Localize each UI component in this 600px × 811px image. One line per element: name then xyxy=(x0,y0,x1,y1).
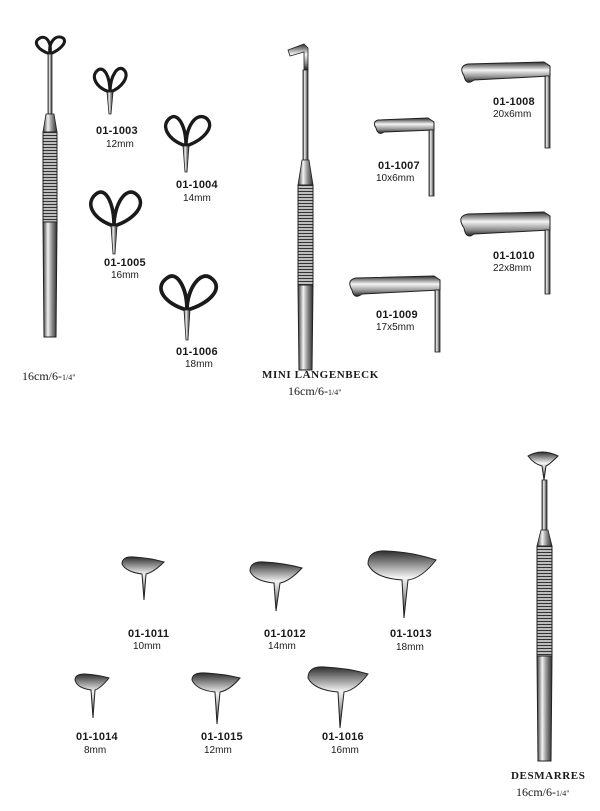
item-code: 01-1009 xyxy=(376,309,418,321)
langenbeck-handle-illustration xyxy=(286,40,326,375)
desmarres-handle-illustration xyxy=(524,446,564,766)
langenbeck-blade-01-1007-illustration xyxy=(370,114,440,199)
item-code: 01-1008 xyxy=(493,96,535,108)
size-main: 16cm/6- xyxy=(288,384,328,398)
wire-loop-01-1006-illustration xyxy=(153,270,225,342)
item-size: 18mm xyxy=(185,359,213,370)
item-size: 8mm xyxy=(84,745,107,756)
item-code: 01-1012 xyxy=(264,628,306,640)
wire-loop-01-1005-illustration xyxy=(84,186,148,256)
item-size: 10mm xyxy=(133,641,161,652)
desmarres-blade-01-1011-illustration xyxy=(120,554,168,604)
size-fraction: 1/4" xyxy=(328,388,342,397)
size-fraction: 1/4" xyxy=(556,789,570,798)
item-code: 01-1003 xyxy=(96,125,138,137)
langenbeck-title: MINI LANGENBECK xyxy=(262,369,379,381)
item-code: 01-1016 xyxy=(322,731,364,743)
item-code: 01-1007 xyxy=(378,160,420,172)
desmarres-handle-size xyxy=(516,785,570,800)
size-fraction: 1/4" xyxy=(62,373,76,382)
item-code: 01-1010 xyxy=(493,250,535,262)
item-code: 01-1013 xyxy=(390,628,432,640)
desmarres-blade-01-1013-illustration xyxy=(366,548,440,620)
item-size: 14mm xyxy=(183,193,211,204)
wire-loop-01-1003-illustration xyxy=(90,62,130,117)
item-size: 16mm xyxy=(111,270,139,281)
size-main: 16cm/6- xyxy=(516,785,556,799)
item-size: 10x6mm xyxy=(376,173,415,184)
item-code: 01-1004 xyxy=(176,179,218,191)
item-code: 01-1014 xyxy=(76,731,118,743)
langenbeck-handle-size xyxy=(288,384,342,399)
desmarres-blade-01-1016-illustration xyxy=(306,664,372,732)
item-size: 12mm xyxy=(106,139,134,150)
wire-loop-01-1004-illustration xyxy=(160,110,216,175)
desmarres-blade-01-1015-illustration xyxy=(190,670,244,728)
item-size: 17x5mm xyxy=(376,322,415,333)
desmarres-title: DESMARRES xyxy=(511,770,586,782)
item-size: 18mm xyxy=(396,642,424,653)
item-size: 16mm xyxy=(331,745,359,756)
wire-retractor-handle-illustration xyxy=(30,32,70,352)
item-size: 20x6mm xyxy=(493,109,532,120)
item-code: 01-1005 xyxy=(104,257,146,269)
item-size: 14mm xyxy=(268,641,296,652)
item-code: 01-1011 xyxy=(128,628,170,640)
wire-retractor-handle-size xyxy=(22,369,76,384)
desmarres-blade-01-1014-illustration xyxy=(73,672,113,722)
item-size: 12mm xyxy=(204,745,232,756)
desmarres-blade-01-1012-illustration xyxy=(248,559,306,614)
size-main: 16cm/6- xyxy=(22,369,62,383)
item-code: 01-1006 xyxy=(176,346,218,358)
item-code: 01-1015 xyxy=(201,731,243,743)
item-size: 22x8mm xyxy=(493,263,532,274)
